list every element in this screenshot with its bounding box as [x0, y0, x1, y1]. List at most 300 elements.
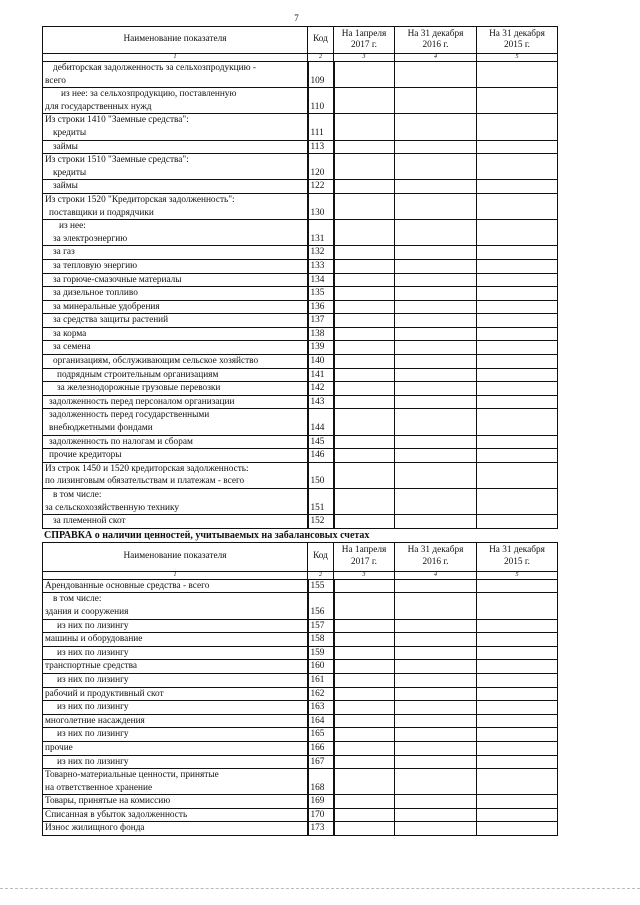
indicator-name-line: задолженность перед персоналом организации — [49, 396, 235, 407]
col-number: 4 — [395, 571, 477, 579]
row-code: 139 — [308, 341, 334, 355]
indicator-name — [43, 701, 308, 715]
table-row — [43, 62, 558, 88]
value-2015-12-31[interactable] — [477, 327, 558, 341]
value-2016-12-31[interactable] — [395, 741, 477, 755]
row-code: 166 — [308, 741, 334, 755]
value-2016-12-31[interactable] — [395, 795, 477, 809]
value-2016-12-31[interactable] — [395, 355, 477, 369]
col-number: 2 — [308, 571, 334, 579]
indicator-name-line: поставщики и подрядчики — [49, 207, 154, 218]
row-code: 135 — [308, 287, 334, 301]
value-2016-12-31[interactable] — [395, 619, 477, 633]
value-2017-04-01[interactable] — [334, 769, 395, 795]
indicator-name — [43, 489, 308, 515]
value-2016-12-31[interactable] — [395, 822, 477, 836]
col-number: 1 — [43, 571, 308, 579]
indicator-name-line: по лизинговым обязательствам и платежам - всего — [45, 476, 245, 487]
table-row — [43, 180, 558, 194]
value-2017-04-01[interactable] — [334, 382, 395, 396]
value-2016-12-31[interactable] — [395, 382, 477, 396]
table-row — [43, 114, 558, 140]
indicator-name — [43, 287, 308, 301]
table-row — [43, 449, 558, 463]
value-2016-12-31[interactable] — [395, 246, 477, 260]
page-number: 7 — [294, 13, 299, 23]
row-code: 159 — [308, 646, 334, 660]
table-row — [43, 822, 558, 836]
value-2016-12-31[interactable] — [395, 114, 477, 140]
header-col4: На 31 декабря 2016 г. — [395, 27, 477, 54]
value-2016-12-31[interactable] — [395, 88, 477, 114]
value-2017-04-01[interactable] — [334, 660, 395, 674]
value-2017-04-01[interactable] — [334, 368, 395, 382]
value-2015-12-31[interactable] — [477, 395, 558, 409]
row-code: 168 — [308, 769, 334, 795]
table-row — [43, 327, 558, 341]
indicator-name-line: всего — [45, 75, 66, 86]
row-code: 120 — [308, 154, 334, 180]
value-2017-04-01[interactable] — [334, 355, 395, 369]
value-2016-12-31[interactable] — [395, 368, 477, 382]
value-2017-04-01[interactable] — [334, 327, 395, 341]
row-code: 173 — [308, 822, 334, 836]
row-code: 136 — [308, 300, 334, 314]
value-2016-12-31[interactable] — [395, 341, 477, 355]
value-2017-04-01[interactable] — [334, 246, 395, 260]
value-2015-12-31[interactable] — [477, 273, 558, 287]
indicator-name-line: организациям, обслуживающим сельское хозяйство — [53, 356, 259, 367]
indicator-name — [43, 382, 308, 396]
header-code: Код — [308, 27, 334, 54]
value-2017-04-01[interactable] — [334, 220, 395, 246]
value-2017-04-01[interactable] — [334, 633, 395, 647]
row-code: 167 — [308, 755, 334, 769]
indicator-name — [43, 368, 308, 382]
indicator-name — [43, 114, 308, 140]
value-2017-04-01[interactable] — [334, 140, 395, 154]
value-2015-12-31[interactable] — [477, 673, 558, 687]
indicator-name — [43, 728, 308, 742]
indicator-name-line: из них по лизингу — [57, 674, 129, 685]
value-2015-12-31[interactable] — [477, 449, 558, 463]
value-2015-12-31[interactable] — [477, 769, 558, 795]
value-2015-12-31[interactable] — [477, 822, 558, 836]
indicator-name-line: Арендованные основные средства - всего — [45, 580, 210, 591]
value-2015-12-31[interactable] — [477, 714, 558, 728]
indicator-name — [43, 795, 308, 809]
indicator-name — [43, 579, 308, 593]
indicator-name-line: многолетние насаждения — [45, 715, 145, 726]
indicator-name — [43, 88, 308, 114]
indicator-name-line: из них по лизингу — [57, 647, 129, 658]
value-2015-12-31[interactable] — [477, 462, 558, 488]
table-row — [43, 462, 558, 488]
document-page — [42, 0, 557, 836]
row-code: 164 — [308, 714, 334, 728]
indicator-name — [43, 769, 308, 795]
value-2015-12-31[interactable] — [477, 382, 558, 396]
value-2015-12-31[interactable] — [477, 646, 558, 660]
indicator-name-line: займы — [53, 141, 78, 152]
value-2017-04-01[interactable] — [334, 701, 395, 715]
row-code: 111 — [308, 114, 334, 140]
row-code: 110 — [308, 88, 334, 114]
table-row — [43, 395, 558, 409]
table-row — [43, 741, 558, 755]
indicator-name-line: Из строки 1520 "Кредиторская задолженность": — [45, 194, 235, 205]
value-2015-12-31[interactable] — [477, 409, 558, 435]
header-col5: На 31 декабря 2015 г. — [477, 542, 558, 571]
value-2016-12-31[interactable] — [395, 714, 477, 728]
indicator-name — [43, 220, 308, 246]
value-2017-04-01[interactable] — [334, 314, 395, 328]
value-2015-12-31[interactable] — [477, 259, 558, 273]
value-2017-04-01[interactable] — [334, 409, 395, 435]
indicator-name-line: за средства защиты растений — [53, 315, 169, 326]
indicator-name-line: Из строки 1510 "Заемные средства": — [45, 155, 189, 166]
value-2015-12-31[interactable] — [477, 220, 558, 246]
table-row — [43, 88, 558, 114]
indicator-name — [43, 154, 308, 180]
table-row — [43, 579, 558, 593]
value-2017-04-01[interactable] — [334, 808, 395, 822]
indicator-name-line: кредиты — [53, 127, 87, 138]
value-2017-04-01[interactable] — [334, 449, 395, 463]
value-2015-12-31[interactable] — [477, 62, 558, 88]
indicator-name — [43, 314, 308, 328]
header-col3: На 1апреля 2017 г. — [334, 27, 395, 54]
value-2017-04-01[interactable] — [334, 741, 395, 755]
table-row — [43, 687, 558, 701]
value-2017-04-01[interactable] — [334, 714, 395, 728]
value-2015-12-31[interactable] — [477, 728, 558, 742]
value-2017-04-01[interactable] — [334, 687, 395, 701]
indicator-name — [43, 808, 308, 822]
row-code: 143 — [308, 395, 334, 409]
value-2016-12-31[interactable] — [395, 314, 477, 328]
value-2017-04-01[interactable] — [334, 154, 395, 180]
value-2017-04-01[interactable] — [334, 646, 395, 660]
value-2017-04-01[interactable] — [334, 435, 395, 449]
value-2016-12-31[interactable] — [395, 327, 477, 341]
value-2016-12-31[interactable] — [395, 579, 477, 593]
indicator-name — [43, 246, 308, 260]
value-2015-12-31[interactable] — [477, 755, 558, 769]
row-code: 157 — [308, 619, 334, 633]
value-2016-12-31[interactable] — [395, 489, 477, 515]
value-2015-12-31[interactable] — [477, 593, 558, 619]
value-2016-12-31[interactable] — [395, 633, 477, 647]
indicator-name — [43, 687, 308, 701]
value-2016-12-31[interactable] — [395, 259, 477, 273]
table-row — [43, 259, 558, 273]
value-2015-12-31[interactable] — [477, 88, 558, 114]
row-code: 131 — [308, 220, 334, 246]
table-row — [43, 382, 558, 396]
value-2017-04-01[interactable] — [334, 593, 395, 619]
value-2015-12-31[interactable] — [477, 355, 558, 369]
value-2015-12-31[interactable] — [477, 660, 558, 674]
indicator-name — [43, 660, 308, 674]
indicator-name — [43, 355, 308, 369]
value-2015-12-31[interactable] — [477, 287, 558, 301]
indicator-name-line: за дизельное топливо — [53, 288, 138, 299]
indicator-name-line: за сельскохозяйственную технику — [45, 502, 180, 513]
indicator-name-line: рабочий и продуктивный скот — [45, 688, 164, 699]
header-code: Код — [308, 542, 334, 571]
indicator-name-line: за горюче-смазочные материалы — [53, 274, 182, 285]
row-code: 163 — [308, 701, 334, 715]
value-2017-04-01[interactable] — [334, 822, 395, 836]
indicator-name-line: кредиты — [53, 167, 87, 178]
value-2016-12-31[interactable] — [395, 300, 477, 314]
indicator-name-line: для государственных нужд — [45, 101, 152, 112]
indicator-name-line: прочие кредиторы — [49, 450, 122, 461]
indicator-name-line: Из строки 1410 "Заемные средства": — [45, 115, 189, 126]
value-2015-12-31[interactable] — [477, 808, 558, 822]
row-code: 152 — [308, 515, 334, 529]
table-row — [43, 435, 558, 449]
value-2015-12-31[interactable] — [477, 314, 558, 328]
value-2015-12-31[interactable] — [477, 435, 558, 449]
header-name: Наименование показателя — [43, 27, 308, 54]
table-row — [43, 300, 558, 314]
row-code: 160 — [308, 660, 334, 674]
table-row — [43, 246, 558, 260]
table-row — [43, 673, 558, 687]
row-code: 138 — [308, 327, 334, 341]
value-2017-04-01[interactable] — [334, 489, 395, 515]
row-code: 142 — [308, 382, 334, 396]
value-2015-12-31[interactable] — [477, 193, 558, 219]
indicator-name — [43, 633, 308, 647]
indicator-name — [43, 62, 308, 88]
value-2017-04-01[interactable] — [334, 287, 395, 301]
row-code: 165 — [308, 728, 334, 742]
indicator-name-line: задолженность по налогам и сборам — [49, 436, 193, 447]
indicator-name-line: за семена — [53, 342, 91, 353]
indicator-name — [43, 462, 308, 488]
value-2016-12-31[interactable] — [395, 593, 477, 619]
value-2017-04-01[interactable] — [334, 114, 395, 140]
indicator-name-line: за газ — [53, 247, 75, 258]
table-row — [43, 355, 558, 369]
indicator-name — [43, 646, 308, 660]
value-2017-04-01[interactable] — [334, 62, 395, 88]
indicator-name — [43, 822, 308, 836]
row-code: 134 — [308, 273, 334, 287]
value-2017-04-01[interactable] — [334, 619, 395, 633]
value-2015-12-31[interactable] — [477, 246, 558, 260]
indicator-name-line: Из строк 1450 и 1520 кредиторская задолженность: — [45, 463, 249, 474]
value-2015-12-31[interactable] — [477, 114, 558, 140]
value-2016-12-31[interactable] — [395, 808, 477, 822]
value-2016-12-31[interactable] — [395, 687, 477, 701]
value-2016-12-31[interactable] — [395, 220, 477, 246]
value-2016-12-31[interactable] — [395, 193, 477, 219]
row-code: 122 — [308, 180, 334, 194]
value-2017-04-01[interactable] — [334, 180, 395, 194]
table-row — [43, 728, 558, 742]
value-2016-12-31[interactable] — [395, 154, 477, 180]
value-2016-12-31[interactable] — [395, 180, 477, 194]
value-2015-12-31[interactable] — [477, 140, 558, 154]
value-2016-12-31[interactable] — [395, 755, 477, 769]
value-2016-12-31[interactable] — [395, 646, 477, 660]
row-code: 151 — [308, 489, 334, 515]
value-2017-04-01[interactable] — [334, 193, 395, 219]
value-2017-04-01[interactable] — [334, 88, 395, 114]
value-2015-12-31[interactable] — [477, 154, 558, 180]
header-col5: На 31 декабря 2015 г. — [477, 27, 558, 54]
value-2015-12-31[interactable] — [477, 619, 558, 633]
indicator-name — [43, 140, 308, 154]
table-row — [43, 220, 558, 246]
off-balance-table — [42, 542, 558, 836]
indicator-name-line: из них по лизингу — [57, 729, 129, 740]
indicator-name-line: из них по лизингу — [57, 702, 129, 713]
value-2016-12-31[interactable] — [395, 701, 477, 715]
table-row — [43, 795, 558, 809]
value-2016-12-31[interactable] — [395, 435, 477, 449]
row-code: 162 — [308, 687, 334, 701]
row-code: 158 — [308, 633, 334, 647]
value-2017-04-01[interactable] — [334, 300, 395, 314]
value-2017-04-01[interactable] — [334, 579, 395, 593]
value-2015-12-31[interactable] — [477, 489, 558, 515]
value-2017-04-01[interactable] — [334, 728, 395, 742]
value-2015-12-31[interactable] — [477, 515, 558, 529]
row-code: 156 — [308, 593, 334, 619]
indicator-name-line: в том числе: — [53, 594, 102, 605]
indicator-name-line: за тепловую энергию — [53, 260, 138, 271]
table-row — [43, 341, 558, 355]
indicator-name-line: Списанная в убыток задолженность — [45, 809, 188, 820]
table-row — [43, 593, 558, 619]
value-2017-04-01[interactable] — [334, 673, 395, 687]
value-2016-12-31[interactable] — [395, 515, 477, 529]
indicator-name — [43, 619, 308, 633]
row-code: 137 — [308, 314, 334, 328]
col-number: 2 — [308, 54, 334, 62]
value-2016-12-31[interactable] — [395, 140, 477, 154]
value-2015-12-31[interactable] — [477, 341, 558, 355]
value-2016-12-31[interactable] — [395, 728, 477, 742]
indicator-name — [43, 300, 308, 314]
indicator-name — [43, 259, 308, 273]
value-2016-12-31[interactable] — [395, 462, 477, 488]
value-2016-12-31[interactable] — [395, 287, 477, 301]
indicator-name-line: на ответственное хранение — [45, 782, 153, 793]
value-2016-12-31[interactable] — [395, 660, 477, 674]
row-code: 145 — [308, 435, 334, 449]
section-title-off-balance: СПРАВКА о наличии ценностей, учитываемых на забалансовых счетах — [44, 529, 370, 541]
value-2017-04-01[interactable] — [334, 795, 395, 809]
indicator-name-line: в том числе: — [53, 490, 102, 500]
row-code: 141 — [308, 368, 334, 382]
row-code: 132 — [308, 246, 334, 260]
indicator-name-line: задолженность перед государственными — [49, 410, 210, 421]
indicator-name-line: за железнодорожные грузовые перевозки — [57, 383, 221, 394]
table-row — [43, 515, 558, 529]
value-2016-12-31[interactable] — [395, 673, 477, 687]
table-row — [43, 287, 558, 301]
value-2016-12-31[interactable] — [395, 273, 477, 287]
table-row — [43, 714, 558, 728]
indicator-name-line: Товарно-материальные ценности, принятые — [45, 770, 219, 781]
indicator-name — [43, 515, 308, 529]
value-2017-04-01[interactable] — [334, 259, 395, 273]
value-2015-12-31[interactable] — [477, 741, 558, 755]
row-code: 170 — [308, 808, 334, 822]
table-row — [43, 769, 558, 795]
indicator-name-line: за племенной скот — [53, 516, 126, 527]
col-number: 5 — [477, 571, 558, 579]
indicator-name-line: транспортные средства — [45, 661, 138, 672]
indicator-name-line: прочие — [45, 742, 73, 753]
value-2015-12-31[interactable] — [477, 368, 558, 382]
row-code: 133 — [308, 259, 334, 273]
indicator-name — [43, 341, 308, 355]
value-2016-12-31[interactable] — [395, 62, 477, 88]
indicator-name — [43, 193, 308, 219]
debt-details-table — [42, 26, 558, 529]
value-2015-12-31[interactable] — [477, 701, 558, 715]
indicator-name — [43, 327, 308, 341]
table-row — [43, 409, 558, 435]
table-row — [43, 646, 558, 660]
value-2016-12-31[interactable] — [395, 769, 477, 795]
value-2015-12-31[interactable] — [477, 180, 558, 194]
col-number: 4 — [395, 54, 477, 62]
value-2017-04-01[interactable] — [334, 755, 395, 769]
value-2017-04-01[interactable] — [334, 462, 395, 488]
header-col3: На 1апреля 2017 г. — [334, 542, 395, 571]
value-2017-04-01[interactable] — [334, 341, 395, 355]
indicator-name-line: дебиторская задолженность за сельхозпродукцию - — [53, 63, 256, 73]
value-2016-12-31[interactable] — [395, 395, 477, 409]
indicator-name-line: за корма — [53, 328, 87, 339]
value-2017-04-01[interactable] — [334, 273, 395, 287]
table-row — [43, 489, 558, 515]
indicator-name — [43, 273, 308, 287]
indicator-name-line: Износ жилищного фонда — [45, 823, 145, 834]
value-2015-12-31[interactable] — [477, 687, 558, 701]
value-2015-12-31[interactable] — [477, 633, 558, 647]
table-row — [43, 619, 558, 633]
value-2015-12-31[interactable] — [477, 579, 558, 593]
indicator-name — [43, 755, 308, 769]
row-code: 150 — [308, 462, 334, 488]
value-2016-12-31[interactable] — [395, 449, 477, 463]
row-code: 146 — [308, 449, 334, 463]
row-code: 140 — [308, 355, 334, 369]
indicator-name — [43, 741, 308, 755]
row-code: 161 — [308, 673, 334, 687]
value-2017-04-01[interactable] — [334, 515, 395, 529]
value-2017-04-01[interactable] — [334, 395, 395, 409]
value-2015-12-31[interactable] — [477, 795, 558, 809]
value-2016-12-31[interactable] — [395, 409, 477, 435]
table-row — [43, 193, 558, 219]
indicator-name-line: из них по лизингу — [57, 620, 129, 631]
value-2015-12-31[interactable] — [477, 300, 558, 314]
indicator-name — [43, 449, 308, 463]
row-code: 109 — [308, 62, 334, 88]
table-row — [43, 273, 558, 287]
col-number: 3 — [334, 571, 395, 579]
